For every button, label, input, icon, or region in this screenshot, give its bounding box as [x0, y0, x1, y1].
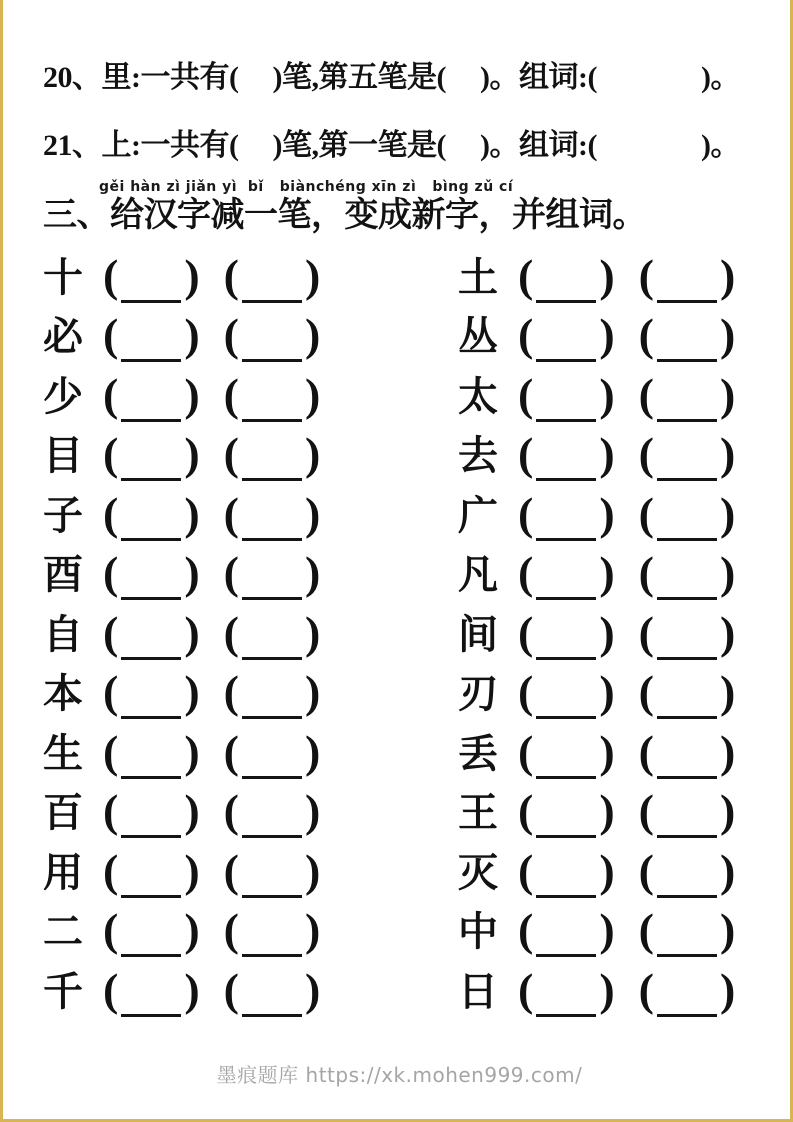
- close-paren: ): [304, 547, 321, 599]
- blank-line[interactable]: [121, 271, 181, 303]
- char-item-left: [43, 428, 458, 480]
- close-paren: ): [719, 309, 736, 361]
- hanzi-right: 广: [458, 492, 498, 538]
- hanzi-right: 王: [458, 790, 498, 836]
- hanzi-right: 日: [458, 968, 498, 1014]
- paren-blank: [103, 547, 200, 599]
- blank-line[interactable]: [657, 925, 717, 957]
- paren-blank: [223, 666, 321, 718]
- paren-blank: [518, 666, 615, 718]
- char-item-right: [458, 606, 756, 658]
- close-paren: ): [304, 487, 321, 539]
- close-paren: ): [184, 249, 200, 301]
- char-item-left: [43, 666, 458, 718]
- char-item-left: [43, 963, 458, 1015]
- blank-line[interactable]: [242, 925, 302, 957]
- close-paren: ): [184, 666, 200, 718]
- close-paren: ): [184, 547, 200, 599]
- paren-blank: [223, 963, 321, 1015]
- open-paren: (: [223, 547, 239, 599]
- open-paren: (: [223, 963, 239, 1015]
- close-paren: ): [304, 904, 321, 956]
- question-text: )。组词:(: [479, 129, 597, 162]
- paren-blank: [638, 844, 736, 896]
- close-paren: ): [719, 547, 736, 599]
- open-paren: (: [518, 547, 534, 599]
- open-paren: (: [638, 606, 654, 658]
- paren-blank: [223, 249, 321, 301]
- paren-blank: [103, 844, 200, 896]
- close-paren: ): [599, 368, 615, 420]
- close-paren: ): [304, 428, 321, 480]
- blank-line[interactable]: [242, 568, 302, 600]
- close-paren: ): [719, 785, 736, 837]
- paren-blank: [103, 963, 200, 1015]
- char-item-left: [43, 606, 458, 658]
- stroke-count-blank[interactable]: [238, 145, 272, 155]
- blank-line[interactable]: [657, 509, 717, 541]
- paren-blank: [103, 368, 200, 420]
- paren-blank: [638, 428, 736, 480]
- word-blank[interactable]: [597, 145, 701, 155]
- blank-line[interactable]: [657, 806, 717, 838]
- char-item-left: [43, 368, 458, 420]
- char-item-left: [43, 309, 458, 361]
- blank-line[interactable]: [121, 925, 181, 957]
- open-paren: (: [638, 249, 654, 301]
- char-row: [43, 962, 756, 1022]
- char-rows: [43, 248, 756, 1022]
- close-paren: ): [184, 963, 200, 1015]
- paren-blank: [518, 785, 615, 837]
- open-paren: (: [103, 309, 119, 361]
- paren-blank: [638, 309, 736, 361]
- blank-line[interactable]: [242, 271, 302, 303]
- section-title: 三、给汉字减一笔，变成新字，并组词。: [43, 197, 646, 234]
- section-pinyin: gěi hàn zì jiǎn yì bǐ biànchéng xīn zì bìng zǔ cí: [99, 179, 514, 195]
- paren-blank: [638, 606, 736, 658]
- open-paren: (: [518, 904, 534, 956]
- paren-blank: [518, 249, 615, 301]
- close-paren: ): [719, 606, 736, 658]
- hanzi-right: 凡: [458, 552, 498, 598]
- close-paren: ): [719, 428, 736, 480]
- blank-line[interactable]: [121, 568, 181, 600]
- open-paren: (: [638, 785, 654, 837]
- open-paren: (: [223, 249, 239, 301]
- close-paren: ): [184, 785, 200, 837]
- open-paren: (: [223, 844, 239, 896]
- close-paren: ): [599, 487, 615, 539]
- blank-line[interactable]: [536, 985, 596, 1017]
- char-row: [43, 427, 756, 487]
- blank-line[interactable]: [536, 747, 596, 779]
- char-row: [43, 367, 756, 427]
- hanzi-left: 少: [43, 373, 83, 419]
- close-paren: ): [719, 487, 736, 539]
- question-text: )笔,第一笔是(: [272, 129, 446, 162]
- paren-blank: [103, 487, 200, 539]
- stroke-answer-blank[interactable]: [446, 77, 480, 87]
- open-paren: (: [518, 428, 534, 480]
- char-item-right: [458, 249, 756, 301]
- open-paren: (: [223, 606, 239, 658]
- blank-line[interactable]: [536, 866, 596, 898]
- open-paren: (: [638, 309, 654, 361]
- blank-line[interactable]: [657, 390, 717, 422]
- paren-blank: [638, 487, 736, 539]
- hanzi-left: 十: [43, 254, 83, 300]
- char-row: [43, 308, 756, 368]
- stroke-count-blank[interactable]: [238, 77, 272, 87]
- close-paren: ): [184, 309, 200, 361]
- open-paren: (: [518, 249, 534, 301]
- char-item-right: [458, 666, 756, 718]
- hanzi-right: 间: [458, 611, 498, 657]
- open-paren: (: [518, 725, 534, 777]
- blank-line[interactable]: [536, 687, 596, 719]
- hanzi-left: 必: [43, 314, 83, 360]
- close-paren: ): [184, 428, 200, 480]
- char-item-right: [458, 785, 756, 837]
- close-paren: ): [719, 666, 736, 718]
- char-item-right: [458, 547, 756, 599]
- char-item-right: [458, 487, 756, 539]
- close-paren: ): [599, 666, 615, 718]
- question-text: 21、上:一共有(: [43, 129, 239, 162]
- hanzi-right: 土: [458, 254, 498, 300]
- blank-line[interactable]: [242, 390, 302, 422]
- blank-line[interactable]: [121, 330, 181, 362]
- char-item-left: [43, 249, 458, 301]
- hanzi-right: 丢: [458, 730, 498, 776]
- hanzi-left: 目: [43, 433, 83, 479]
- open-paren: (: [223, 666, 239, 718]
- question-text: )。: [700, 61, 740, 94]
- close-paren: ): [599, 309, 615, 361]
- blank-line[interactable]: [657, 628, 717, 660]
- open-paren: (: [638, 963, 654, 1015]
- hanzi-left: 二: [43, 909, 83, 955]
- blank-line[interactable]: [536, 449, 596, 481]
- close-paren: ): [599, 963, 615, 1015]
- close-paren: ): [304, 309, 321, 361]
- close-paren: ): [599, 904, 615, 956]
- open-paren: (: [223, 785, 239, 837]
- blank-line[interactable]: [536, 509, 596, 541]
- char-item-left: [43, 904, 458, 956]
- close-paren: ): [184, 844, 200, 896]
- paren-blank: [103, 249, 200, 301]
- char-row: [43, 665, 756, 725]
- paren-blank: [518, 725, 615, 777]
- open-paren: (: [223, 368, 239, 420]
- blank-line[interactable]: [657, 866, 717, 898]
- paren-blank: [223, 904, 321, 956]
- paren-blank: [223, 547, 321, 599]
- open-paren: (: [223, 428, 239, 480]
- hanzi-left: 酉: [43, 552, 83, 598]
- hanzi-right: 丛: [458, 314, 498, 360]
- question-text: 20、里:一共有(: [43, 61, 239, 94]
- blank-line[interactable]: [536, 628, 596, 660]
- stroke-question-20: [43, 58, 756, 98]
- blank-line[interactable]: [536, 568, 596, 600]
- char-item-right: [458, 428, 756, 480]
- open-paren: (: [103, 844, 119, 896]
- open-paren: (: [638, 368, 654, 420]
- open-paren: (: [103, 963, 119, 1015]
- open-paren: (: [518, 309, 534, 361]
- close-paren: ): [304, 725, 321, 777]
- char-item-left: [43, 547, 458, 599]
- blank-line[interactable]: [121, 866, 181, 898]
- paren-blank: [223, 487, 321, 539]
- hanzi-left: 生: [43, 730, 83, 776]
- blank-line[interactable]: [657, 568, 717, 600]
- blank-line[interactable]: [242, 985, 302, 1017]
- blank-line[interactable]: [536, 390, 596, 422]
- open-paren: (: [103, 785, 119, 837]
- open-paren: (: [638, 547, 654, 599]
- open-paren: (: [518, 487, 534, 539]
- open-paren: (: [638, 904, 654, 956]
- open-paren: (: [103, 368, 119, 420]
- blank-line[interactable]: [536, 271, 596, 303]
- open-paren: (: [223, 725, 239, 777]
- paren-blank: [223, 725, 321, 777]
- open-paren: (: [223, 487, 239, 539]
- char-row: [43, 486, 756, 546]
- paren-blank: [638, 368, 736, 420]
- open-paren: (: [103, 249, 119, 301]
- paren-blank: [518, 309, 615, 361]
- blank-line[interactable]: [242, 866, 302, 898]
- blank-line[interactable]: [242, 687, 302, 719]
- char-row: [43, 605, 756, 665]
- blank-line[interactable]: [657, 985, 717, 1017]
- paren-blank: [518, 368, 615, 420]
- question-text: )。组词:(: [479, 61, 597, 94]
- char-item-right: [458, 368, 756, 420]
- hanzi-left: 用: [43, 849, 83, 895]
- paren-blank: [103, 785, 200, 837]
- open-paren: (: [103, 547, 119, 599]
- blank-line[interactable]: [121, 747, 181, 779]
- open-paren: (: [223, 309, 239, 361]
- footer-watermark: 墨痕题库 https://xk.mohen999.com/: [216, 1062, 583, 1087]
- close-paren: ): [304, 844, 321, 896]
- blank-line[interactable]: [657, 449, 717, 481]
- open-paren: (: [638, 487, 654, 539]
- char-item-right: [458, 309, 756, 361]
- open-paren: (: [103, 606, 119, 658]
- close-paren: ): [184, 725, 200, 777]
- paren-blank: [518, 606, 615, 658]
- hanzi-left: 本: [43, 671, 83, 717]
- paren-blank: [638, 963, 736, 1015]
- open-paren: (: [518, 785, 534, 837]
- hanzi-left: 自: [43, 611, 83, 657]
- char-item-right: [458, 963, 756, 1015]
- paren-blank: [223, 428, 321, 480]
- blank-line[interactable]: [121, 390, 181, 422]
- paren-blank: [518, 904, 615, 956]
- char-item-right: [458, 904, 756, 956]
- paren-blank: [223, 844, 321, 896]
- close-paren: ): [304, 249, 321, 301]
- paren-blank: [638, 785, 736, 837]
- close-paren: ): [304, 368, 321, 420]
- char-row: [43, 784, 756, 844]
- paren-blank: [518, 963, 615, 1015]
- blank-line[interactable]: [121, 806, 181, 838]
- paren-blank: [223, 309, 321, 361]
- paren-blank: [103, 309, 200, 361]
- paren-blank: [223, 606, 321, 658]
- char-row: [43, 843, 756, 903]
- open-paren: (: [103, 904, 119, 956]
- hanzi-right: 中: [458, 909, 498, 955]
- close-paren: ): [599, 428, 615, 480]
- open-paren: (: [103, 725, 119, 777]
- blank-line[interactable]: [242, 747, 302, 779]
- blank-line[interactable]: [657, 747, 717, 779]
- close-paren: ): [304, 606, 321, 658]
- paren-blank: [223, 785, 321, 837]
- open-paren: (: [518, 844, 534, 896]
- char-item-left: [43, 844, 458, 896]
- close-paren: ): [599, 249, 615, 301]
- stroke-answer-blank[interactable]: [446, 145, 480, 155]
- close-paren: ): [719, 368, 736, 420]
- open-paren: (: [638, 666, 654, 718]
- close-paren: ): [184, 368, 200, 420]
- paren-blank: [103, 725, 200, 777]
- paren-blank: [638, 547, 736, 599]
- blank-line[interactable]: [536, 925, 596, 957]
- close-paren: ): [304, 666, 321, 718]
- paren-blank: [103, 666, 200, 718]
- close-paren: ): [599, 606, 615, 658]
- char-item-right: [458, 725, 756, 777]
- char-item-left: [43, 725, 458, 777]
- blank-line[interactable]: [657, 687, 717, 719]
- char-row: [43, 724, 756, 784]
- paren-blank: [103, 904, 200, 956]
- close-paren: ): [719, 963, 736, 1015]
- open-paren: (: [223, 904, 239, 956]
- hanzi-right: 灭: [458, 849, 498, 895]
- close-paren: ): [304, 963, 321, 1015]
- close-paren: ): [599, 547, 615, 599]
- paren-blank: [103, 428, 200, 480]
- paren-blank: [518, 844, 615, 896]
- close-paren: ): [184, 606, 200, 658]
- blank-line[interactable]: [121, 687, 181, 719]
- close-paren: ): [719, 249, 736, 301]
- open-paren: (: [518, 606, 534, 658]
- stroke-question-21: [43, 126, 756, 166]
- close-paren: ): [719, 844, 736, 896]
- paren-blank: [518, 487, 615, 539]
- open-paren: (: [103, 428, 119, 480]
- blank-line[interactable]: [242, 330, 302, 362]
- close-paren: ): [184, 487, 200, 539]
- blank-line[interactable]: [242, 628, 302, 660]
- blank-line[interactable]: [242, 509, 302, 541]
- close-paren: ): [719, 904, 736, 956]
- question-text: )。: [700, 129, 740, 162]
- close-paren: ): [719, 725, 736, 777]
- hanzi-left: 千: [43, 968, 83, 1014]
- blank-line[interactable]: [536, 330, 596, 362]
- blank-line[interactable]: [657, 271, 717, 303]
- blank-line[interactable]: [242, 449, 302, 481]
- blank-line[interactable]: [242, 806, 302, 838]
- word-blank[interactable]: [597, 77, 701, 87]
- blank-line[interactable]: [657, 330, 717, 362]
- close-paren: ): [599, 844, 615, 896]
- close-paren: ): [304, 785, 321, 837]
- char-row: [43, 248, 756, 308]
- open-paren: (: [518, 963, 534, 1015]
- char-row: [43, 546, 756, 606]
- open-paren: (: [638, 725, 654, 777]
- paren-blank: [518, 547, 615, 599]
- paren-blank: [638, 904, 736, 956]
- hanzi-right: 太: [458, 373, 498, 419]
- blank-line[interactable]: [121, 449, 181, 481]
- open-paren: (: [518, 368, 534, 420]
- paren-blank: [638, 666, 736, 718]
- paren-blank: [518, 428, 615, 480]
- open-paren: (: [518, 666, 534, 718]
- char-item-right: [458, 844, 756, 896]
- char-item-left: [43, 487, 458, 539]
- blank-line[interactable]: [121, 509, 181, 541]
- close-paren: ): [599, 725, 615, 777]
- hanzi-right: 去: [458, 433, 498, 479]
- char-row: [43, 903, 756, 963]
- paren-blank: [638, 725, 736, 777]
- hanzi-right: 刃: [458, 671, 498, 717]
- hanzi-left: 百: [43, 790, 83, 836]
- section-header: [43, 178, 756, 236]
- blank-line[interactable]: [121, 985, 181, 1017]
- paren-blank: [103, 606, 200, 658]
- blank-line[interactable]: [121, 628, 181, 660]
- close-paren: ): [184, 904, 200, 956]
- open-paren: (: [103, 487, 119, 539]
- close-paren: ): [599, 785, 615, 837]
- open-paren: (: [103, 666, 119, 718]
- open-paren: (: [638, 844, 654, 896]
- question-text: )笔,第五笔是(: [272, 61, 446, 94]
- char-item-left: [43, 785, 458, 837]
- blank-line[interactable]: [536, 806, 596, 838]
- paren-blank: [638, 249, 736, 301]
- paren-blank: [223, 368, 321, 420]
- hanzi-left: 子: [43, 492, 83, 538]
- open-paren: (: [638, 428, 654, 480]
